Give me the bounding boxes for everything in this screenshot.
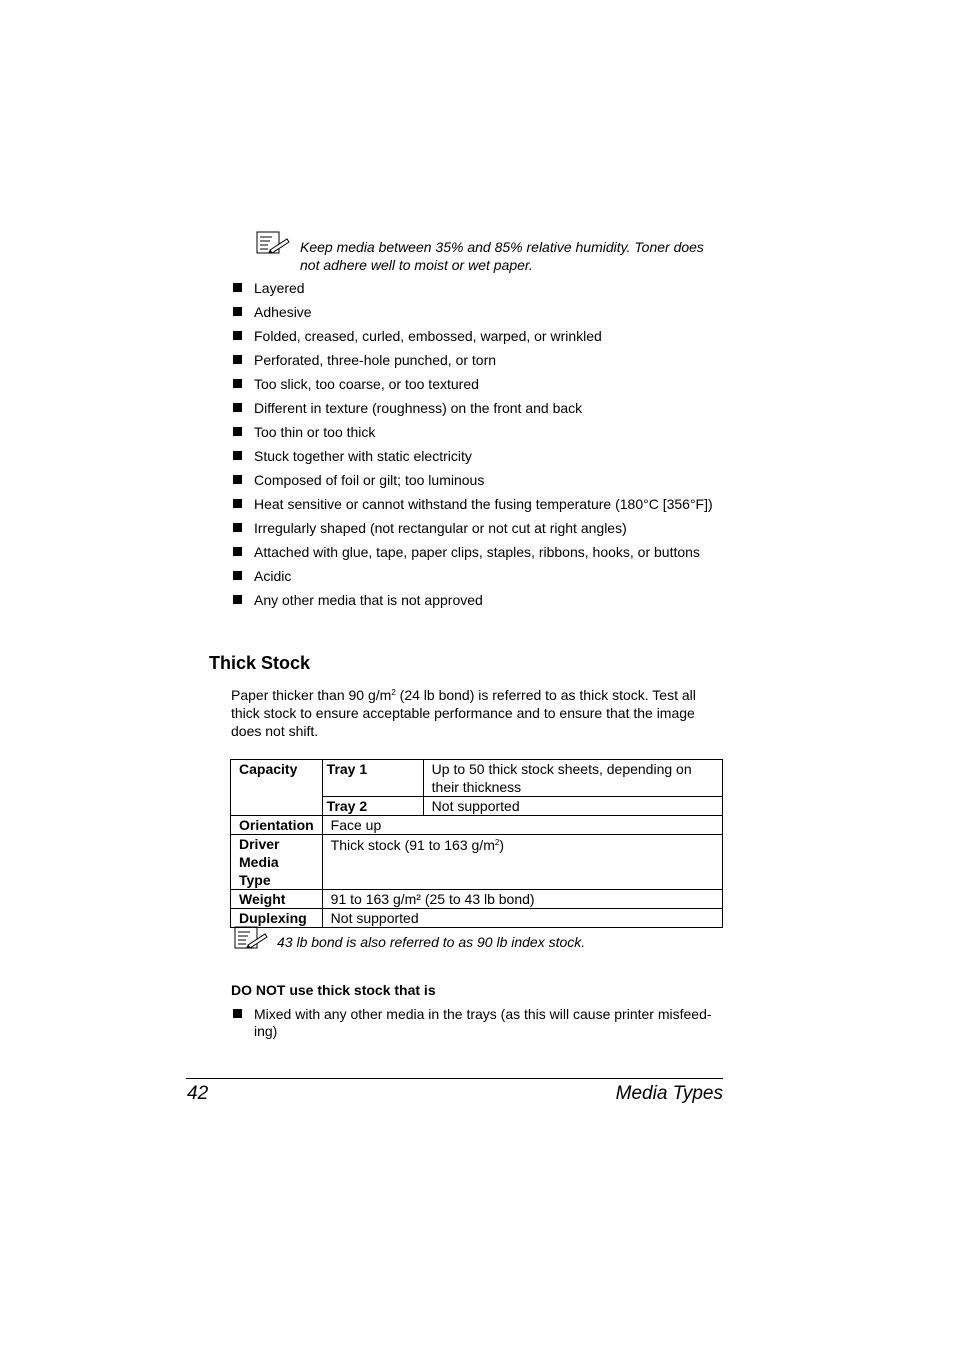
bullet-square-icon bbox=[233, 499, 242, 508]
list-item: Too thin or too thick bbox=[232, 424, 722, 441]
table-row bbox=[231, 835, 723, 890]
driver-media-type-label: Driver Media Type bbox=[231, 835, 323, 890]
list-item: Irregularly shaped (not rectangular or not cut at right angles) bbox=[232, 520, 722, 537]
index-stock-note: 43 lb bond is also referred to as 90 lb index stock. bbox=[277, 934, 586, 950]
bullet-square-icon bbox=[233, 403, 242, 412]
table-row bbox=[231, 890, 723, 909]
bullet-square-icon bbox=[233, 523, 242, 532]
donot-heading: DO NOT use thick stock that is bbox=[231, 982, 436, 998]
weight-label: Weight bbox=[231, 890, 323, 909]
list-item: Layered bbox=[232, 280, 722, 297]
list-item: Attached with glue, tape, paper clips, staples, ribbons, hooks, or buttons bbox=[232, 544, 722, 561]
tray1-value: Up to 50 thick stock sheets, depending on their thickness bbox=[423, 760, 722, 797]
list-item: Acidic bbox=[232, 568, 722, 585]
footer-divider bbox=[186, 1078, 723, 1079]
list-item: Different in texture (roughness) on the front and back bbox=[232, 400, 722, 417]
bullet-square-icon bbox=[233, 1009, 242, 1018]
weight-value: 91 to 163 g/m² (25 to 43 lb bond) bbox=[322, 890, 722, 909]
tray2-value: Not supported bbox=[423, 797, 722, 816]
bullet-square-icon bbox=[233, 571, 242, 580]
unsuitable-media-list bbox=[232, 280, 722, 616]
note-pencil-icon bbox=[256, 231, 290, 255]
bullet-square-icon bbox=[233, 355, 242, 364]
list-item: Stuck together with static electricity bbox=[232, 448, 722, 465]
duplexing-label: Duplexing bbox=[231, 909, 323, 928]
table-row bbox=[231, 909, 723, 928]
list-item: Heat sensitive or cannot withstand the fusing temperature (180°C [356°F]) bbox=[232, 496, 722, 513]
orientation-value: Face up bbox=[322, 816, 722, 835]
bullet-square-icon bbox=[233, 547, 242, 556]
list-item: Mixed with any other media in the trays (as this will cause printer misfeed-ing) bbox=[232, 1006, 724, 1040]
bullet-square-icon bbox=[233, 331, 242, 340]
page-number: 42 bbox=[187, 1083, 209, 1104]
bullet-square-icon bbox=[233, 379, 242, 388]
list-item: Perforated, three-hole punched, or torn bbox=[232, 352, 722, 369]
bullet-square-icon bbox=[233, 595, 242, 604]
humidity-note: Keep media between 35% and 85% relative humidity. Toner does not adhere well to moist or wet paper. bbox=[300, 239, 704, 273]
chapter-title: Media Types bbox=[615, 1083, 723, 1104]
table-row bbox=[231, 816, 723, 835]
thick-stock-spec-table bbox=[230, 759, 723, 928]
bullet-square-icon bbox=[233, 427, 242, 436]
driver-media-type-value: Thick stock (91 to 163 $g/m^2$) bbox=[322, 835, 722, 890]
orientation-label: Orientation bbox=[231, 816, 323, 835]
list-item: Adhesive bbox=[232, 304, 722, 321]
list-item: Composed of foil or gilt; too luminous bbox=[232, 472, 722, 489]
tray1-label: Tray 1 bbox=[322, 760, 423, 797]
note-pencil-icon bbox=[234, 926, 268, 950]
bullet-square-icon bbox=[233, 475, 242, 484]
donot-list bbox=[232, 1006, 724, 1047]
duplexing-value: Not supported bbox=[322, 909, 722, 928]
bullet-square-icon bbox=[233, 283, 242, 292]
table-row bbox=[231, 760, 723, 797]
list-item: Folded, creased, curled, embossed, warped, or wrinkled bbox=[232, 328, 722, 345]
list-item: Any other media that is not approved bbox=[232, 592, 722, 609]
bullet-square-icon bbox=[233, 307, 242, 316]
capacity-label: Capacity bbox=[231, 760, 323, 816]
bullet-square-icon bbox=[233, 451, 242, 460]
section-heading: Thick Stock bbox=[209, 653, 311, 673]
tray2-label: Tray 2 bbox=[322, 797, 423, 816]
list-item: Too slick, too coarse, or too textured bbox=[232, 376, 722, 393]
thick-stock-paragraph: Paper thicker than 90 $g/m^2$ (24 lb bond) is referred to as thick stock. Test all thick stock to ensure acceptable performance and to ensure that the image does not shift. bbox=[231, 687, 696, 739]
